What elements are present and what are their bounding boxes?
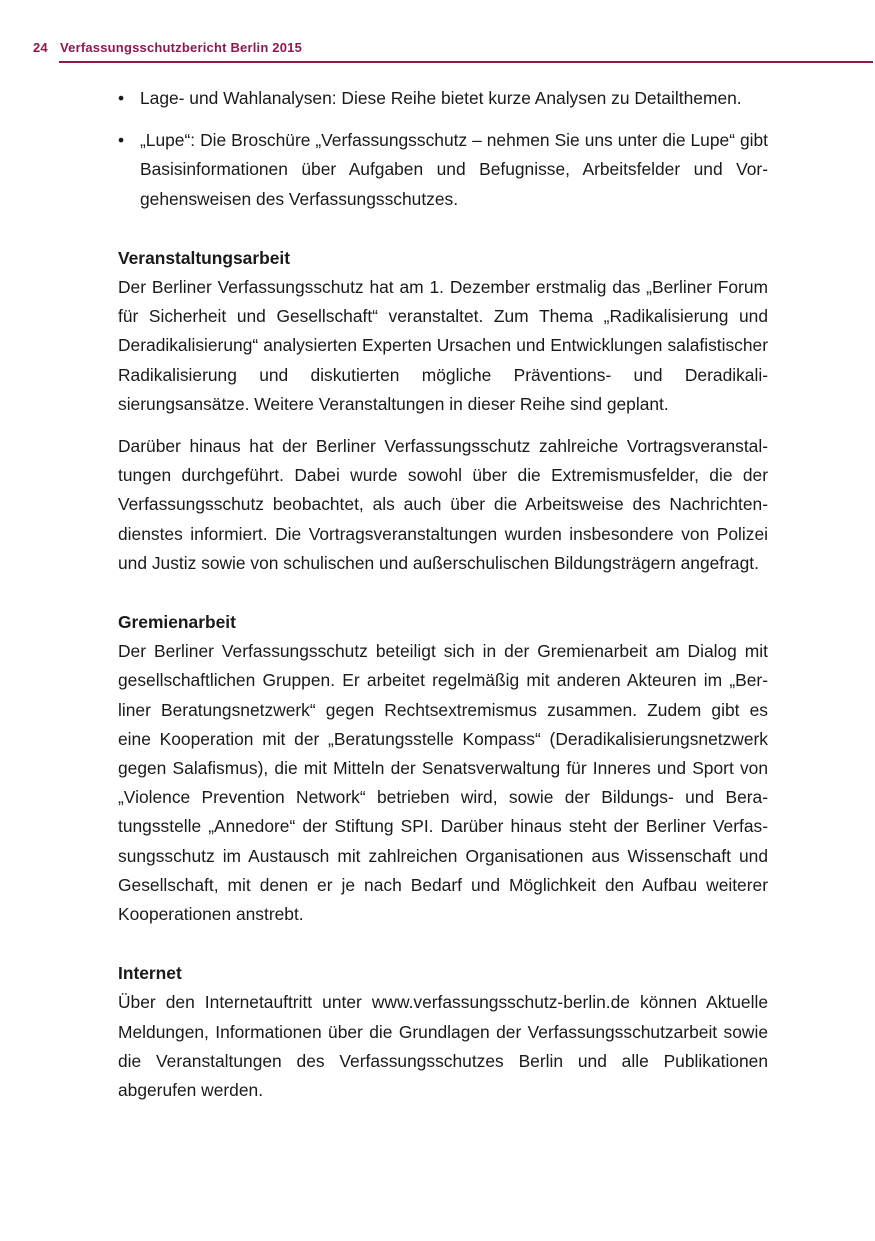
- bullet-text: Lage- und Wahlanalysen: Diese Reihe bietet kurze Analysen zu Detailthemen.: [140, 88, 742, 108]
- page-content: [118, 84, 768, 1105]
- paragraph: Der Berliner Verfassungsschutz hat am 1. Dezember erstmalig das „Berliner Forum für Sicherheit und Gesellschaft“ veranstaltet. Zum Thema „Radikalisierung und Deradikalisierung“ analysierten Experten Ursachen und Entwicklungen salafistischer Radikalisierung und diskutierten mögliche Präventions- und Deradikalisierungsansätze. Weitere Veranstaltungen in dieser Reihe sind geplant.: [118, 277, 768, 414]
- section-gremienarbeit: [118, 608, 768, 929]
- running-header: [33, 40, 873, 64]
- section-internet: [118, 959, 768, 1105]
- section-veranstaltungsarbeit: [118, 244, 768, 578]
- header-divider: [59, 61, 873, 63]
- paragraph: Darüber hinaus hat der Berliner Verfassungsschutz zahlreiche Vortragsveranstaltungen durchgeführt. Dabei wurde sowohl über die Extremismusfelder, die der Verfassungsschutz beobachtet, als auch über die Arbeitsweise des Nachrichtendienstes informiert. Die Vortragsveranstaltungen wurden insbesondere von Polizei und Justiz sowie von schulischen und außerschulischen Bildungsträgern angefragt.: [118, 436, 768, 573]
- page-number: 24: [33, 40, 48, 55]
- paragraph: Über den Internetauftritt unter www.verfassungsschutz-berlin.de können Aktuelle Meldungen, Informationen über die Grundlagen der Verfassungsschutzarbeit sowie die Veranstaltungen des Verfassungsschutzes Berlin und alle Publikationen abgerufen werden.: [118, 992, 768, 1101]
- section-heading: Veranstaltungsarbeit: [118, 247, 291, 268]
- bullet-list: [118, 84, 768, 214]
- section-heading: Gremienarbeit: [118, 612, 236, 633]
- bullet-icon: •: [118, 130, 125, 151]
- header-title: Verfassungsschutzbericht Berlin 2015: [60, 40, 303, 55]
- section-heading: Internet: [118, 963, 182, 984]
- bullet-text: „Lupe“: Die Broschüre „Verfassungsschutz – nehmen Sie uns unter die Lupe“ gibt Basisinformationen über Aufgaben und Befugnisse, Arbeitsfelder und Vorgehensweisen des Verfassungsschutzes.: [140, 130, 768, 209]
- bullet-item-wahlanalysen: [118, 84, 768, 113]
- bullet-item-lupe: [118, 126, 768, 214]
- paragraph: Der Berliner Verfassungsschutz beteiligt sich in der Gremienarbeit am Dialog mit gesellschaftlichen Gruppen. Er arbeitet regelmäßig mit anderen Akteuren im „Berliner Beratungsnetzwerk“ gegen Rechtsextremismus zusammen. Zudem gibt es eine Kooperation mit der „Beratungsstelle Kompass“ (Deradikalisierungsnetzwerk gegen Salafismus), die mit Mitteln der Senatsverwaltung für Inneres und Sport von „Violence Prevention Network“ betrieben wird, sowie der Bildungs- und Beratungsstelle „Annedore“ der Stiftung SPI. Darüber hinaus steht der Berliner Verfassungsschutz im Austausch mit zahlreichen Organisationen aus Wissenschaft und Gesellschaft, mit denen er je nach Bedarf und Möglichkeit den Aufbau weiterer Kooperationen anstrebt.: [118, 641, 768, 925]
- bullet-icon: •: [118, 88, 125, 108]
